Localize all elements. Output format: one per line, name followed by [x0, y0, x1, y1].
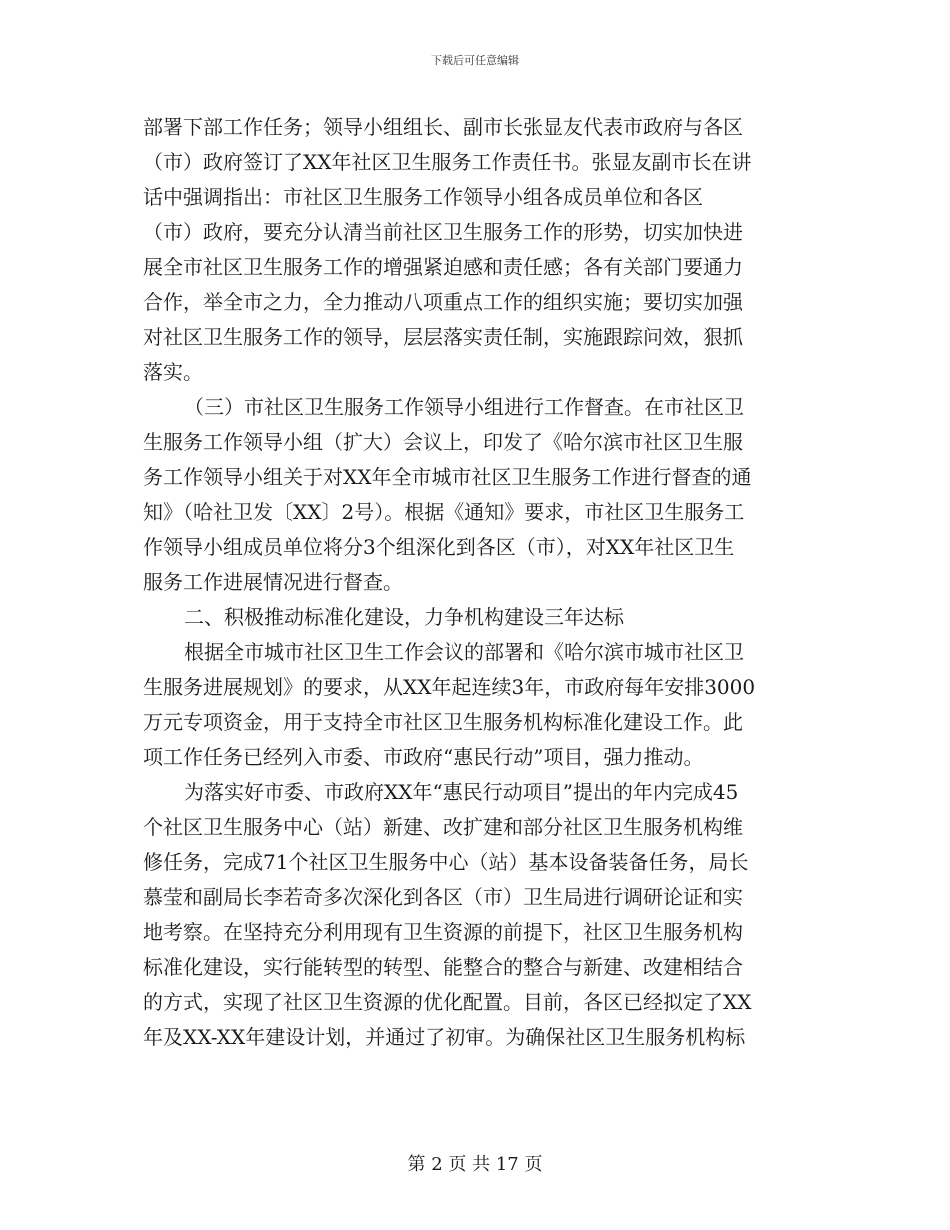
body-line: 年及XX-XX年建设计划，并通过了初审。为确保社区卫生服务机构标	[143, 1025, 746, 1049]
body-line: 作领导小组成员单位将分3个组深化到各区（市），对XX年社区卫生	[143, 535, 735, 559]
body-line: 服务工作进展情况进行督查。	[143, 570, 403, 594]
paragraph-start: 为落实好市委、市政府XX年“惠民行动项目”提出的年内完成45	[184, 780, 739, 804]
body-line: 展全市社区卫生服务工作的增强紧迫感和责任感；各有关部门要通力	[143, 255, 743, 279]
section-heading: （三）市社区卫生服务工作领导小组进行工作督查。在市社区卫	[184, 395, 744, 419]
body-line: 修任务，完成71个社区卫生服务中心（站）基本设备装备任务，局长	[143, 850, 749, 874]
page-header: 下载后可任意编辑	[431, 54, 519, 67]
body-line: 部署下部工作任务；领导小组组长、副市长张显友代表市政府与各区	[143, 115, 743, 139]
body-line: （市）政府，要充分认清当前社区卫生服务工作的形势，切实加快进	[143, 220, 743, 244]
body-line: 生服务进展规划》的要求，从XX年起连续3年，市政府每年安排3000	[143, 675, 756, 699]
body-line: 慕莹和副局长李若奇多次深化到各区（市）卫生局进行调研论证和实	[143, 885, 743, 909]
section-heading: 二、积极推动标准化建设，力争机构建设三年达标	[184, 605, 624, 629]
body-line: 生服务工作领导小组（扩大）会议上，印发了《哈尔滨市社区卫生服	[143, 430, 743, 454]
paragraph-start: 根据全市城市社区卫生工作会议的部署和《哈尔滨市城市社区卫	[184, 640, 744, 664]
body-line: 合作，举全市之力，全力推动八项重点工作的组织实施；要切实加强	[143, 290, 743, 314]
body-line: 标准化建设，实行能转型的转型、能整合的整合与新建、改建相结合	[143, 955, 743, 979]
body-line: 对社区卫生服务工作的领导，层层落实责任制，实施跟踪问效，狠抓	[143, 325, 743, 349]
body-line: 地考察。在坚持充分利用现有卫生资源的前提下，社区卫生服务机构	[143, 920, 743, 944]
body-line: （市）政府签订了XX年社区卫生服务工作责任书。张显友副市长在讲	[143, 150, 752, 174]
body-line: 务工作领导小组关于对XX年全市城市社区卫生服务工作进行督查的通	[143, 465, 752, 489]
body-line: 项工作任务已经列入市委、市政府“惠民行动”项目，强力推动。	[143, 745, 704, 769]
page-number: 第 2 页 共 17 页	[407, 1154, 543, 1175]
body-line: 的方式，实现了社区卫生资源的优化配置。目前，各区已经拟定了XX	[143, 990, 752, 1014]
document-body	[143, 110, 808, 1055]
body-line: 落实。	[143, 360, 203, 384]
body-line: 话中强调指出：市社区卫生服务工作领导小组各成员单位和各区	[143, 185, 703, 209]
body-line: 万元专项资金，用于支持全市社区卫生服务机构标准化建设工作。此	[143, 710, 743, 734]
body-line: 知》（哈社卫发〔XX〕2号）。根据《通知》要求，市社区卫生服务工	[143, 500, 745, 524]
body-line: 个社区卫生服务中心（站）新建、改扩建和部分社区卫生服务机构维	[143, 815, 743, 839]
